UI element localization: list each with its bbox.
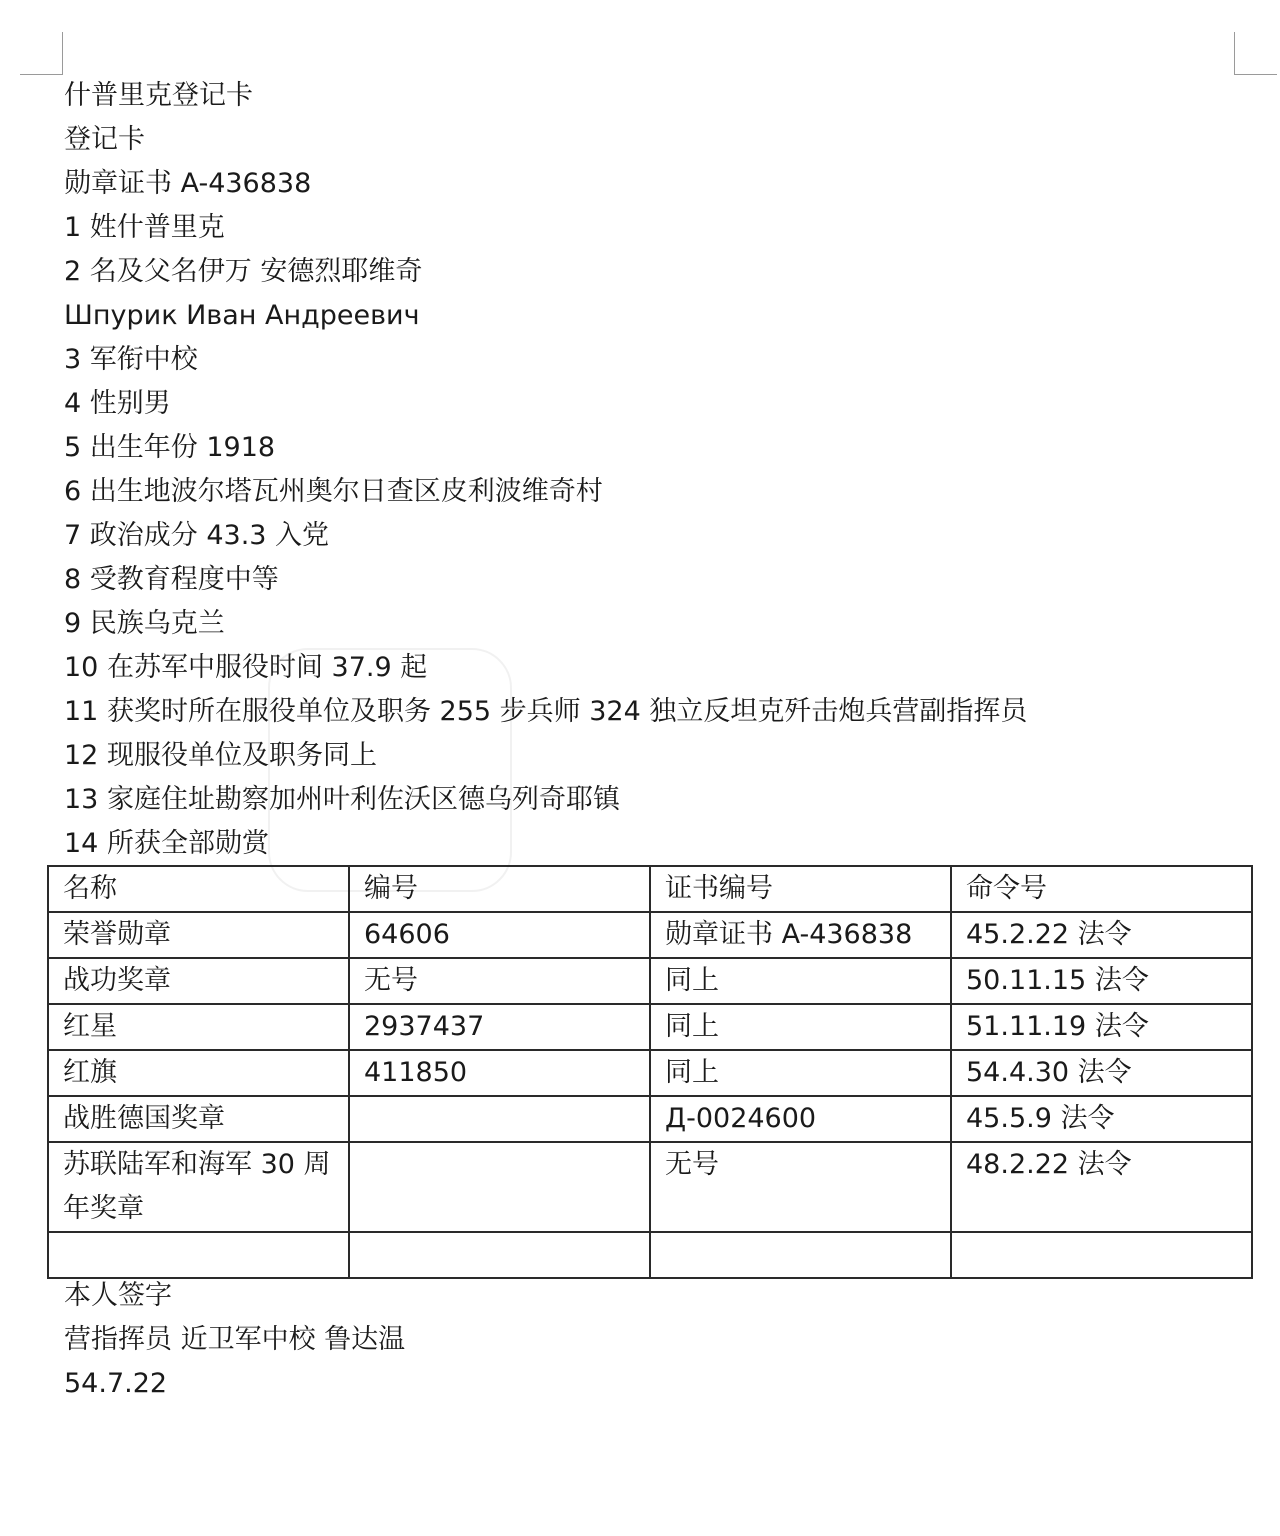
header-order: 命令号 <box>951 866 1252 912</box>
award-number <box>349 1096 650 1142</box>
header-number: 编号 <box>349 866 650 912</box>
header-name: 名称 <box>48 866 349 912</box>
award-name: 战胜德国奖章 <box>48 1096 349 1142</box>
field-sex: 4 性别男 <box>64 388 171 419</box>
award-number <box>349 1232 650 1278</box>
table-row <box>48 1004 1252 1050</box>
signature-label: 本人签字 <box>64 1280 172 1311</box>
award-certificate: Д-0024600 <box>650 1096 951 1142</box>
field-name-patronymic: 2 名及父名伊万 安德烈耶维奇 <box>64 256 423 287</box>
field-surname: 1 姓什普里克 <box>64 212 225 243</box>
award-order: 48.2.22 法令 <box>951 1142 1252 1232</box>
award-number <box>349 1142 650 1232</box>
card-subtitle: 登记卡 <box>64 124 145 155</box>
field-party: 7 政治成分 43.3 入党 <box>64 520 330 551</box>
field-home-address: 13 家庭住址勘察加州叶利佐沃区德乌列奇耶镇 <box>64 784 620 815</box>
field-name-russian: Шпурик Иван Андреевич <box>64 300 420 331</box>
award-name <box>48 1232 349 1278</box>
table-row <box>48 1096 1252 1142</box>
signature-block <box>64 1274 405 1406</box>
field-birth-year: 5 出生年份 1918 <box>64 432 276 463</box>
field-rank: 3 军衔中校 <box>64 344 198 375</box>
table-row <box>48 1050 1252 1096</box>
award-number: 无号 <box>349 958 650 1004</box>
award-name: 苏联陆军和海军 30 周年奖章 <box>48 1142 349 1232</box>
table-row <box>48 1142 1252 1232</box>
award-number: 411850 <box>349 1050 650 1096</box>
header-certificate: 证书编号 <box>650 866 951 912</box>
signature-date: 54.7.22 <box>64 1368 168 1399</box>
table-row-empty <box>48 1232 1252 1278</box>
award-order <box>951 1232 1252 1278</box>
crop-mark-top-left <box>20 32 63 75</box>
award-name: 红旗 <box>48 1050 349 1096</box>
award-name: 红星 <box>48 1004 349 1050</box>
field-birthplace: 6 出生地波尔塔瓦州奥尔日查区皮利波维奇村 <box>64 476 603 507</box>
award-order: 50.11.15 法令 <box>951 958 1252 1004</box>
medal-certificate-line: 勋章证书 A-436838 <box>64 168 312 199</box>
award-number: 2937437 <box>349 1004 650 1050</box>
award-certificate: 同上 <box>650 958 951 1004</box>
award-order: 51.11.19 法令 <box>951 1004 1252 1050</box>
table-row <box>48 958 1252 1004</box>
award-name: 荣誉勋章 <box>48 912 349 958</box>
award-order: 45.5.9 法令 <box>951 1096 1252 1142</box>
award-certificate: 同上 <box>650 1050 951 1096</box>
awards-table <box>47 865 1253 1279</box>
award-order: 54.4.30 法令 <box>951 1050 1252 1096</box>
award-certificate: 无号 <box>650 1142 951 1232</box>
field-unit-at-award: 11 获奖时所在服役单位及职务 255 步兵师 324 独立反坦克歼击炮兵营副指挥员 <box>64 696 1028 727</box>
crop-mark-top-right <box>1234 32 1277 75</box>
signature-signer: 营指挥员 近卫军中校 鲁达温 <box>64 1324 406 1355</box>
award-certificate: 同上 <box>650 1004 951 1050</box>
field-all-awards: 14 所获全部勋赏 <box>64 828 269 859</box>
awards-table-header <box>48 866 1252 912</box>
field-service-start: 10 在苏军中服役时间 37.9 起 <box>64 652 428 683</box>
field-nationality: 9 民族乌克兰 <box>64 608 225 639</box>
award-certificate <box>650 1232 951 1278</box>
field-education: 8 受教育程度中等 <box>64 564 279 595</box>
award-number: 64606 <box>349 912 650 958</box>
registration-card-lines <box>64 74 1244 866</box>
award-name: 战功奖章 <box>48 958 349 1004</box>
table-row <box>48 912 1252 958</box>
award-certificate: 勋章证书 A-436838 <box>650 912 951 958</box>
field-current-unit: 12 现服役单位及职务同上 <box>64 740 377 771</box>
award-order: 45.2.22 法令 <box>951 912 1252 958</box>
card-title: 什普里克登记卡 <box>64 80 253 111</box>
